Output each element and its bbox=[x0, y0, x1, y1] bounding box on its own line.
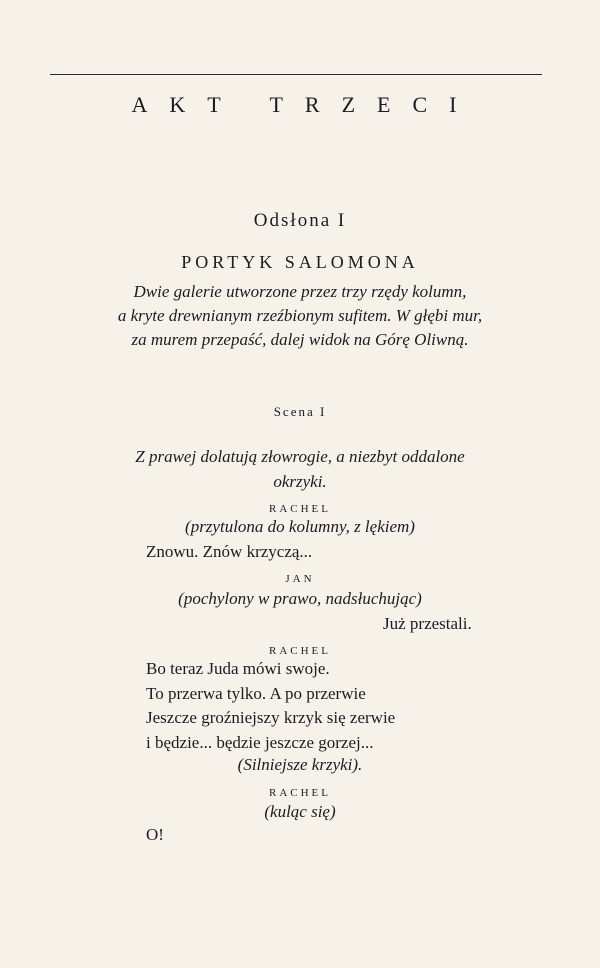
stage-direction: (Silniejsze krzyki). bbox=[237, 755, 363, 774]
speaker-name: RACHEL bbox=[269, 645, 331, 657]
offstage-direction-line: okrzyki. bbox=[273, 472, 327, 491]
verse-line: Bo teraz Juda mówi swoje. bbox=[146, 659, 330, 678]
header-rule bbox=[50, 74, 542, 75]
scene-heading: Odsłona I bbox=[253, 210, 347, 231]
verse-line: To przerwa tylko. A po przerwie bbox=[146, 684, 366, 703]
stage-description-line: Dwie galerie utworzone przez trzy rzędy kolumn, bbox=[133, 282, 467, 301]
offstage-direction bbox=[50, 444, 550, 494]
dialogue-line: O! bbox=[146, 825, 164, 844]
act-title: AKT TRZECI bbox=[131, 92, 479, 117]
scena-label: Scena I bbox=[273, 404, 327, 419]
stage-direction: (kuląc się) bbox=[264, 802, 336, 821]
speaker-name: RACHEL bbox=[269, 503, 331, 515]
stage-description bbox=[40, 280, 560, 352]
verse-line: i będzie... będzie jeszcze gorzej... bbox=[146, 733, 374, 752]
speaker-name: RACHEL bbox=[269, 787, 331, 799]
dialogue-line: Już przestali. bbox=[383, 614, 472, 633]
stage-description-line: a kryte drewnianym rzeźbionym sufitem. W głębi mur, bbox=[117, 306, 483, 325]
stage-description-line: za murem przepaść, dalej widok na Górę Oliwną. bbox=[131, 330, 469, 349]
stage-direction: (przytulona do kolumny, z lękiem) bbox=[185, 517, 415, 536]
speaker-name: JAN bbox=[285, 573, 315, 585]
verse-line: Jeszcze groźniejszy krzyk się zerwie bbox=[146, 708, 396, 727]
dialogue-line: Znowu. Znów krzyczą... bbox=[146, 542, 313, 561]
location-title: PORTYK SALOMONA bbox=[181, 252, 419, 272]
stage-direction: (pochylony w prawo, nadsłuchując) bbox=[178, 589, 422, 608]
offstage-direction-line: Z prawej dolatują złowrogie, a niezbyt oddalone bbox=[135, 447, 465, 466]
